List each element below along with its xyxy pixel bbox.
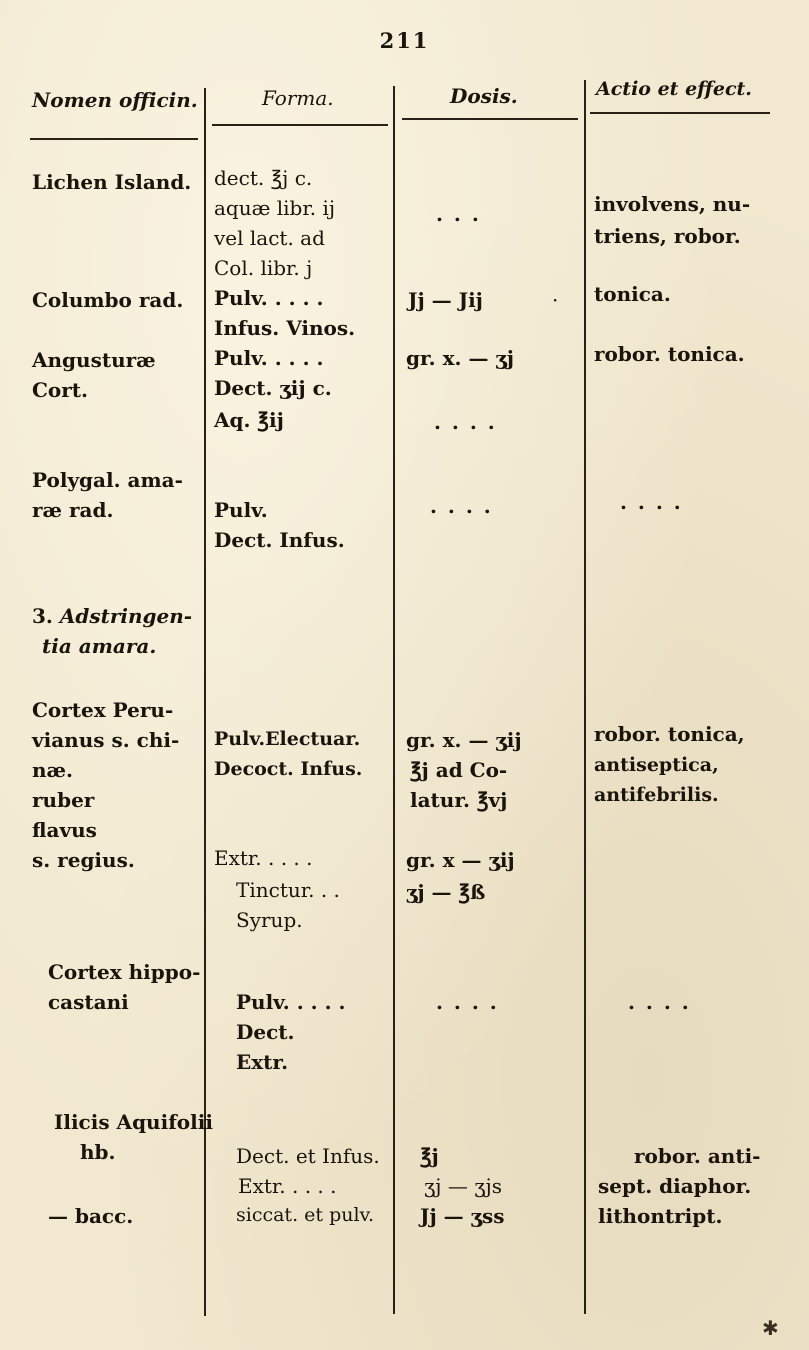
peru-forma-5: Syrup. (236, 908, 303, 932)
polygala-actio: . . . . (620, 490, 683, 514)
peru-name-1: Cortex Peru- (32, 698, 174, 722)
peru-dosis-2: ℥j ad Co- (410, 758, 508, 782)
peru-actio-2: antiseptica, (594, 754, 719, 776)
angusturae-dosis-1: gr. x. — ʒj (406, 346, 515, 370)
hippo-actio: . . . . (628, 990, 691, 1014)
peru-forma-4: Tinctur. . . (236, 878, 340, 902)
angusturae-forma-2: Dect. ʒij c. (214, 376, 332, 400)
ilex-actio-1: robor. anti- (634, 1144, 761, 1168)
angusturae-forma-3: Aq. ℥ij (214, 408, 284, 432)
angusturae-forma-1: Pulv. . . . . (214, 346, 324, 370)
peru-name-6: s. regius. (32, 848, 135, 872)
section3-number-text: 3. (32, 604, 53, 628)
columbo-dosis: Jj — Jij (408, 288, 483, 312)
header-rule-dosis (402, 118, 578, 120)
section3-title-1: Adstringen- (59, 604, 193, 628)
ilex-dosis-2: ʒj — ʒjs (424, 1174, 502, 1198)
page-number: 211 (379, 28, 430, 53)
peru-forma-3: Extr. . . . . (214, 846, 313, 870)
header-nomen: Nomen officin. (32, 88, 198, 112)
header-dosis: Dosis. (450, 84, 518, 108)
header-actio: Actio et effect. (596, 78, 752, 100)
hippo-forma-1: Pulv. . . . . (236, 990, 346, 1014)
ilex-forma-1: Dect. et Infus. (236, 1144, 380, 1168)
peru-actio-1: robor. tonica, (594, 722, 745, 746)
lichen-actio-2: triens, robor. (594, 224, 741, 248)
ornament-star: ✱ (762, 1316, 779, 1340)
header-rule-nomen (30, 138, 198, 140)
columbo-actio: tonica. (594, 282, 671, 306)
ilex-name-1: Ilicis Aquifolii (54, 1110, 213, 1134)
bacc-name: — bacc. (48, 1204, 134, 1228)
peru-name-2: vianus s. chi- (32, 728, 180, 752)
hippo-name-1: Cortex hippo- (48, 960, 201, 984)
column-rule-3 (584, 80, 586, 1314)
hippo-forma-3: Extr. (236, 1050, 289, 1074)
polygala-dosis: . . . . (430, 494, 493, 518)
bacc-dosis: Jj — ʒss (420, 1204, 505, 1228)
column-rule-2 (393, 86, 395, 1314)
polygala-forma-1: Pulv. (214, 498, 268, 522)
angusturae-name-1: Angusturæ (32, 348, 156, 372)
lichen-forma-1: dect. ℥j c. (214, 166, 313, 190)
peru-name-5: flavus (32, 818, 97, 842)
lichen-forma-4: Col. libr. j (214, 256, 313, 280)
angusturae-actio: robor. tonica. (594, 342, 745, 366)
lichen-forma-3: vel lact. ad (214, 226, 325, 250)
angusturae-dosis-2: . . . . (434, 410, 497, 434)
lichen-actio-1: involvens, nu- (594, 192, 751, 216)
columbo-dosis-mark: · (552, 288, 559, 312)
header-rule-actio (590, 112, 770, 114)
peru-dosis-3: latur. ℥vj (410, 788, 508, 812)
peru-actio-3: antifebrilis. (594, 784, 719, 806)
section3-number (32, 606, 192, 626)
peru-name-4: ruber (32, 788, 95, 812)
peru-forma-2: Decoct. Infus. (214, 758, 363, 780)
columbo-forma-2: Infus. Vinos. (214, 316, 356, 340)
peru-dosis-4: gr. x — ʒij (406, 848, 515, 872)
ilex-actio-3: lithontript. (598, 1204, 723, 1228)
ilex-forma-2: Extr. . . . . (238, 1174, 337, 1198)
lichen-dosis: . . . (436, 202, 481, 226)
ilex-actio-2: sept. diaphor. (598, 1174, 752, 1198)
angusturae-name-2: Cort. (32, 378, 88, 402)
hippo-forma-2: Dect. (236, 1020, 295, 1044)
peru-dosis-5: ʒj — ℥ß (406, 880, 486, 904)
peru-forma-1: Pulv.Electuar. (214, 728, 361, 750)
ilex-dosis-1: ℥j (420, 1144, 439, 1168)
hippo-name-2: castani (48, 990, 129, 1014)
peru-dosis-1: gr. x. — ʒij (406, 728, 522, 752)
polygala-name-1: Polygal. ama- (32, 468, 183, 492)
header-forma: Forma. (262, 86, 334, 110)
header-rule-forma (212, 124, 388, 126)
ilex-name-2: hb. (80, 1140, 116, 1164)
lichen-forma-2: aquæ libr. ij (214, 196, 336, 220)
polygala-forma-2: Dect. Infus. (214, 528, 345, 552)
lichen-name: Lichen Island. (32, 170, 192, 194)
columbo-name: Columbo rad. (32, 288, 184, 312)
bacc-forma: siccat. et pulv. (236, 1204, 375, 1226)
polygala-name-2: ræ rad. (32, 498, 114, 522)
section3-title-2: tia amara. (42, 634, 157, 658)
peru-name-3: næ. (32, 758, 74, 782)
columbo-forma-1: Pulv. . . . . (214, 286, 324, 310)
hippo-dosis: . . . . (436, 990, 499, 1014)
